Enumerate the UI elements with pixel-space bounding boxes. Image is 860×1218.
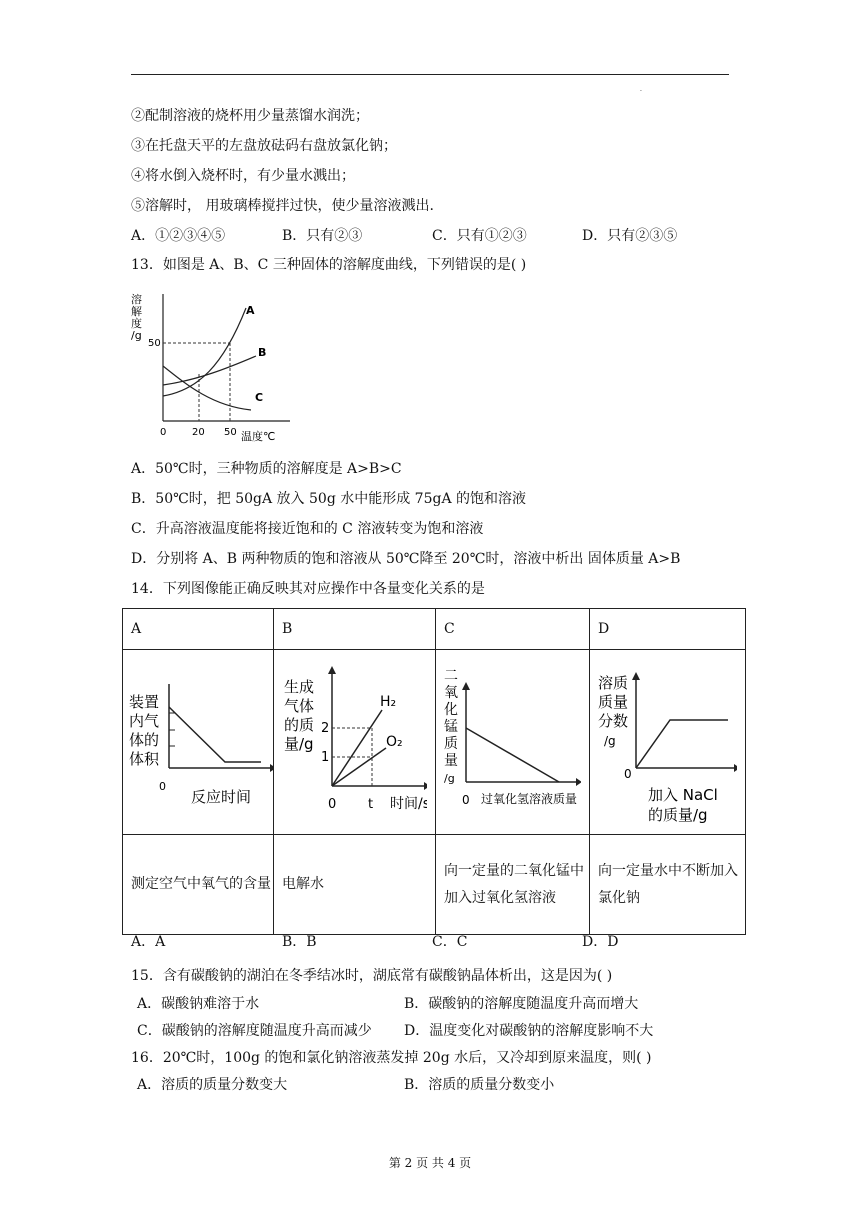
graph-b <box>274 650 427 830</box>
q13-option-b: B．50℃时，把 50gA 放入 50g 水中能形成 75gA 的饱和溶液 <box>131 491 527 507</box>
q16-option-b: B．溶质的质量分数变小 <box>404 1077 555 1093</box>
graph-b-h2-line <box>332 710 382 786</box>
q14-stem: 14．下列图像能正确反映其对应操作中各量变化关系的是 <box>131 581 485 597</box>
q14-answer-d: D．D <box>582 934 619 950</box>
desc-a: 测定空气中氧气的含量 <box>123 835 274 935</box>
ylabel-4: /g <box>131 329 142 342</box>
ylabel-3: 度 <box>131 317 142 330</box>
graph-b-ylabel-4: 量/g <box>284 735 314 753</box>
graph-b-t: t <box>368 797 374 812</box>
graph-c-ylabel-1: 二 <box>444 668 458 684</box>
q13-stem: 13．如图是 A、B、C 三种固体的溶解度曲线，下列错误的是( ) <box>131 257 527 273</box>
label-a: A <box>246 304 255 317</box>
graph-a-ylabel-2: 内气 <box>129 712 160 730</box>
q13-option-d: D．分别将 A、B 两种物质的饱和溶液从 50℃降至 20℃时，溶液中析出 固体质量 A>B <box>131 551 681 567</box>
graph-c-xlabel: 过氧化氢溶液质量 <box>481 792 578 806</box>
graph-d-ylabel-4: /g <box>604 734 616 748</box>
header-dot: . <box>640 86 642 93</box>
graph-b-ylabel-2: 气体 <box>284 697 315 715</box>
graph-c-ylabel-2: 氧 <box>444 685 458 701</box>
graph-c-ylabel-5: 质 <box>444 736 458 752</box>
graph-d <box>590 650 737 830</box>
curve-c <box>163 366 251 410</box>
graph-b-xlabel: 时间/s <box>390 796 427 812</box>
desc-d: 向一定量水中不断加入氯化钠 <box>590 835 746 935</box>
header-a: A <box>123 609 274 650</box>
graph-b-tick-2: 2 <box>321 721 330 736</box>
graph-d-origin: 0 <box>624 767 632 781</box>
header-d: D <box>590 609 746 650</box>
q12-option-b: B．只有②③ <box>282 228 363 244</box>
page-footer: 第 2 页 共 4 页 <box>388 1156 472 1170</box>
x-tick-0: 0 <box>160 427 167 438</box>
graph-cell-b <box>274 650 436 835</box>
xlabel: 温度℃ <box>241 430 276 443</box>
solubility-figure <box>128 286 298 446</box>
graph-b-ylabel-3: 的质 <box>284 716 315 734</box>
graph-d-ylabel-3: 分数 <box>598 712 629 730</box>
graph-b-origin: 0 <box>328 797 337 812</box>
q13-option-a: A．50℃时，三种物质的溶解度是 A>B>C <box>131 461 402 477</box>
graph-d-ylabel-2: 质量 <box>598 693 629 711</box>
graph-c-line <box>466 728 559 782</box>
q14-answer-b: B．B <box>282 934 317 950</box>
graph-d-ylabel-1: 溶质 <box>598 674 629 692</box>
q12-option-a: A．①②③④⑤ <box>131 228 226 244</box>
graph-cell-a <box>123 650 274 835</box>
graph-cell-c <box>436 650 590 835</box>
header-c: C <box>436 609 590 650</box>
graph-a-line <box>169 707 261 762</box>
x-tick-20: 20 <box>192 427 205 438</box>
graph-cell-d <box>590 650 746 835</box>
item-3: ③在托盘天平的左盘放砝码右盘放氯化钠； <box>131 138 397 154</box>
graph-b-tick-1: 1 <box>321 750 330 765</box>
ylabel-2: 解 <box>131 305 142 318</box>
q15-option-a: A．碳酸钠难溶于水 <box>137 996 260 1012</box>
graph-c-ylabel-3: 化 <box>444 702 458 718</box>
item-5: ⑤溶解时， 用玻璃棒搅拌过快，使少量溶液溅出. <box>131 198 434 214</box>
graph-b-o2-line <box>332 748 386 786</box>
header-b: B <box>274 609 436 650</box>
graph-b-h2-label: H₂ <box>380 694 397 710</box>
x-tick-50: 50 <box>224 427 237 438</box>
graph-a-xlabel: 反应时间 <box>191 788 252 806</box>
graph-b-ylabel-1: 生成 <box>284 678 315 696</box>
q16-stem: 16．20℃时，100g 的饱和氯化钠溶液蒸发掉 20g 水后，又冷却到原来温度，则( ) <box>131 1050 652 1066</box>
graph-d-xlabel-1: 加入 NaCl <box>648 786 718 804</box>
q14-answer-a: A．A <box>131 934 166 950</box>
graph-a-ylabel-3: 体的 <box>129 731 160 749</box>
graph-d-line <box>636 720 728 768</box>
q15-option-b: B．碳酸钠的溶解度随温度升高而增大 <box>404 996 639 1012</box>
graph-c <box>436 650 581 830</box>
q12-option-c: C．只有①②③ <box>432 228 527 244</box>
ylabel-1: 溶 <box>131 293 142 306</box>
graph-a-ylabel-1: 装置 <box>129 693 160 711</box>
desc-c: 向一定量的二氧化锰中加入过氧化氢溶液 <box>436 835 590 935</box>
q16-option-a: A．溶质的质量分数变大 <box>137 1077 288 1093</box>
q15-option-c: C．碳酸钠的溶解度随温度升高而减少 <box>137 1023 372 1039</box>
q12-option-d: D．只有②③⑤ <box>582 228 678 244</box>
q15-option-d: D．温度变化对碳酸钠的溶解度影响不大 <box>404 1023 654 1039</box>
label-b: B <box>258 346 267 359</box>
graph-a <box>123 650 273 830</box>
graph-c-ylabel-4: 锰 <box>444 719 458 735</box>
item-2: ②配制溶液的烧杯用少量蒸馏水润洗； <box>131 108 369 124</box>
q15-stem: 15．含有碳酸钠的湖泊在冬季结冰时，湖底常有碳酸钠晶体析出，这是因为( ) <box>131 968 613 984</box>
q14-answer-c: C．C <box>432 934 468 950</box>
graph-a-ylabel-4: 体积 <box>129 750 160 768</box>
q13-option-c: C．升高溶液温度能将接近饱和的 C 溶液转变为饱和溶液 <box>131 521 484 537</box>
graph-c-ylabel-7: /g <box>444 772 455 785</box>
desc-b: 电解水 <box>274 835 436 935</box>
label-c: C <box>255 391 264 404</box>
graph-c-origin: 0 <box>462 793 470 807</box>
item-4: ④将水倒入烧杯时，有少量水溅出； <box>131 168 355 184</box>
graph-a-origin: 0 <box>159 780 166 793</box>
q14-table <box>122 608 746 935</box>
header-rule <box>131 74 729 75</box>
graph-b-o2-label: O₂ <box>386 734 403 750</box>
graph-c-ylabel-6: 量 <box>444 753 458 769</box>
y-tick-50: 50 <box>148 338 161 349</box>
graph-d-xlabel-2: 的质量/g <box>648 806 708 824</box>
